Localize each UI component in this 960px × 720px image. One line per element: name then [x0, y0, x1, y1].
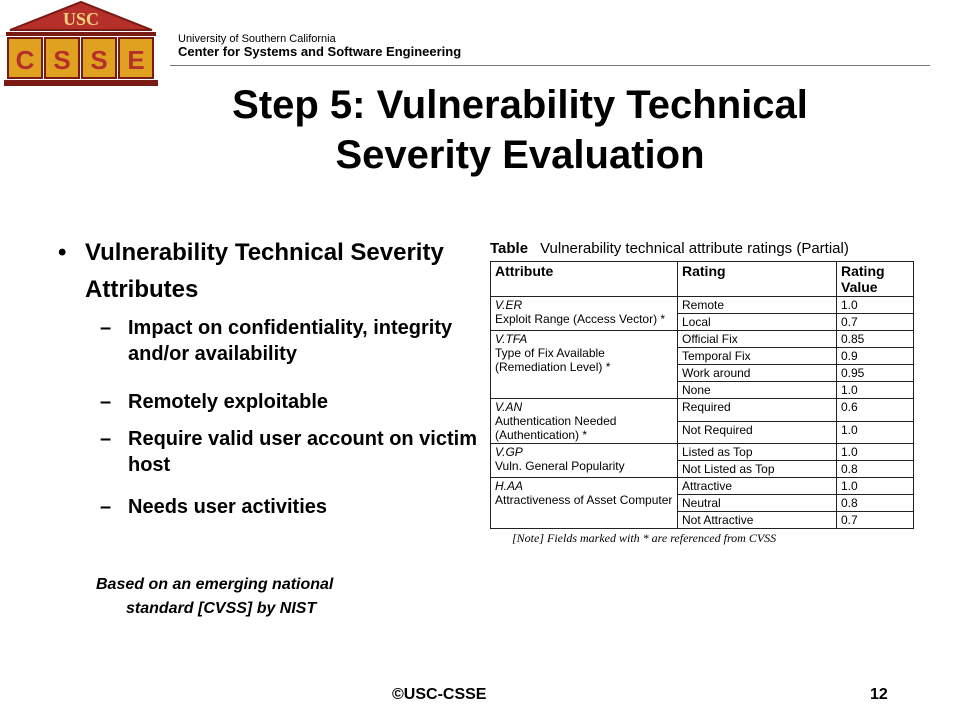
attribute-cell: [491, 444, 678, 478]
dash-icon: –: [100, 496, 112, 518]
university-name: University of Southern California: [178, 33, 336, 45]
rating-cell: Not Required: [678, 421, 837, 444]
attribute-code: V.TFA: [495, 332, 528, 346]
rating-value-cell: 0.7: [837, 512, 914, 529]
sub-bullet: [100, 315, 480, 367]
rating-value-cell: 0.6: [837, 399, 914, 422]
table-row: [491, 297, 914, 314]
sub-bullet: [100, 389, 480, 415]
source-note-line1: Based on an emerging national: [96, 576, 334, 593]
table-header-row: [491, 262, 914, 297]
rating-cell: Local: [678, 314, 837, 331]
footer-copyright: ©USC-CSSE: [392, 686, 487, 703]
rating-value-cell: 1.0: [837, 478, 914, 495]
rating-value-cell: 0.85: [837, 331, 914, 348]
bullet-heading: Vulnerability Technical Severity Attributes: [85, 239, 444, 303]
header-divider: [170, 65, 930, 66]
rating-cell: Temporal Fix: [678, 348, 837, 365]
source-note: [96, 573, 456, 621]
logo-letter: S: [53, 45, 71, 75]
slide-title-line1: Step 5: Vulnerability Technical: [232, 83, 808, 127]
table-row: [491, 399, 914, 422]
table-row: [491, 331, 914, 348]
rating-value-cell: 1.0: [837, 382, 914, 399]
rating-value-cell: 0.7: [837, 314, 914, 331]
table-caption-label: Table: [490, 240, 529, 257]
rating-value-cell: 1.0: [837, 297, 914, 314]
sub-bullet-text: Impact on confidentiality, integrity and/or availability: [128, 317, 453, 365]
sub-bullet: [100, 426, 480, 478]
ratings-table: [490, 261, 914, 529]
rating-value-cell: 0.8: [837, 461, 914, 478]
table-caption-text: Vulnerability technical attribute ratings (Partial): [540, 240, 849, 257]
rating-cell: Work around: [678, 365, 837, 382]
logo-bar: [6, 32, 156, 36]
logo-letter-boxes: [8, 38, 153, 78]
attribute-cell: [491, 331, 678, 399]
attribute-description: Attractiveness of Asset Computer: [495, 493, 673, 507]
page-number: 12: [870, 686, 888, 703]
attribute-description: Vuln. General Popularity: [495, 459, 625, 473]
attribute-description: Type of Fix Available (Remediation Level) *: [495, 346, 611, 374]
attribute-description: Authentication Needed (Authentication) *: [495, 414, 617, 442]
table-caption: [490, 240, 920, 257]
dash-icon: –: [100, 428, 112, 450]
rating-value-cell: 0.9: [837, 348, 914, 365]
rating-value-cell: 1.0: [837, 421, 914, 444]
usc-csse-logo: [2, 0, 160, 92]
sub-bullet: [100, 494, 480, 520]
attribute-cell: [491, 478, 678, 529]
rating-cell: Required: [678, 399, 837, 422]
attribute-cell: [491, 399, 678, 444]
rating-cell: None: [678, 382, 837, 399]
sub-bullet-text: Needs user activities: [128, 496, 327, 518]
dash-icon: –: [100, 391, 112, 413]
table-row: [491, 478, 914, 495]
logo-letter: S: [90, 45, 108, 75]
rating-value-cell: 1.0: [837, 444, 914, 461]
slide-title: [120, 80, 920, 180]
center-name: Center for Systems and Software Engineering: [178, 44, 462, 59]
attribute-code: V.GP: [495, 445, 523, 459]
source-note-line2: standard [CVSS] by NIST: [126, 600, 317, 617]
sub-bullet-text: Remotely exploitable: [128, 391, 329, 413]
dash-icon: –: [100, 317, 112, 339]
attribute-code: H.AA: [495, 479, 524, 493]
rating-cell: Not Listed as Top: [678, 461, 837, 478]
logo-letter: C: [15, 45, 35, 75]
rating-cell: Not Attractive: [678, 512, 837, 529]
attribute-code: V.ER: [495, 298, 523, 312]
rating-value-cell: 0.95: [837, 365, 914, 382]
attribute-cell: [491, 297, 678, 331]
table-row: [491, 444, 914, 461]
attribute-code: V.AN: [495, 400, 523, 414]
table-footnote: [Note] Fields marked with * are referenced from CVSS: [512, 531, 777, 545]
header-attribute: Attribute: [491, 262, 678, 297]
rating-value-cell: 0.8: [837, 495, 914, 512]
rating-cell: Official Fix: [678, 331, 837, 348]
sub-bullet-text: Require valid user account on victim host: [128, 428, 477, 476]
rating-cell: Neutral: [678, 495, 837, 512]
slide-title-line2: Severity Evaluation: [335, 133, 705, 177]
rating-cell: Attractive: [678, 478, 837, 495]
logo-usc-text: USC: [62, 9, 100, 29]
logo-letter: E: [127, 45, 145, 75]
header-rating-value: Rating Value: [837, 262, 914, 297]
bullet-icon: •: [58, 239, 67, 266]
rating-cell: Remote: [678, 297, 837, 314]
ratings-table-figure: [490, 240, 920, 546]
header-rating: Rating: [678, 262, 837, 297]
attribute-description: Exploit Range (Access Vector) *: [495, 312, 666, 326]
rating-cell: Listed as Top: [678, 444, 837, 461]
